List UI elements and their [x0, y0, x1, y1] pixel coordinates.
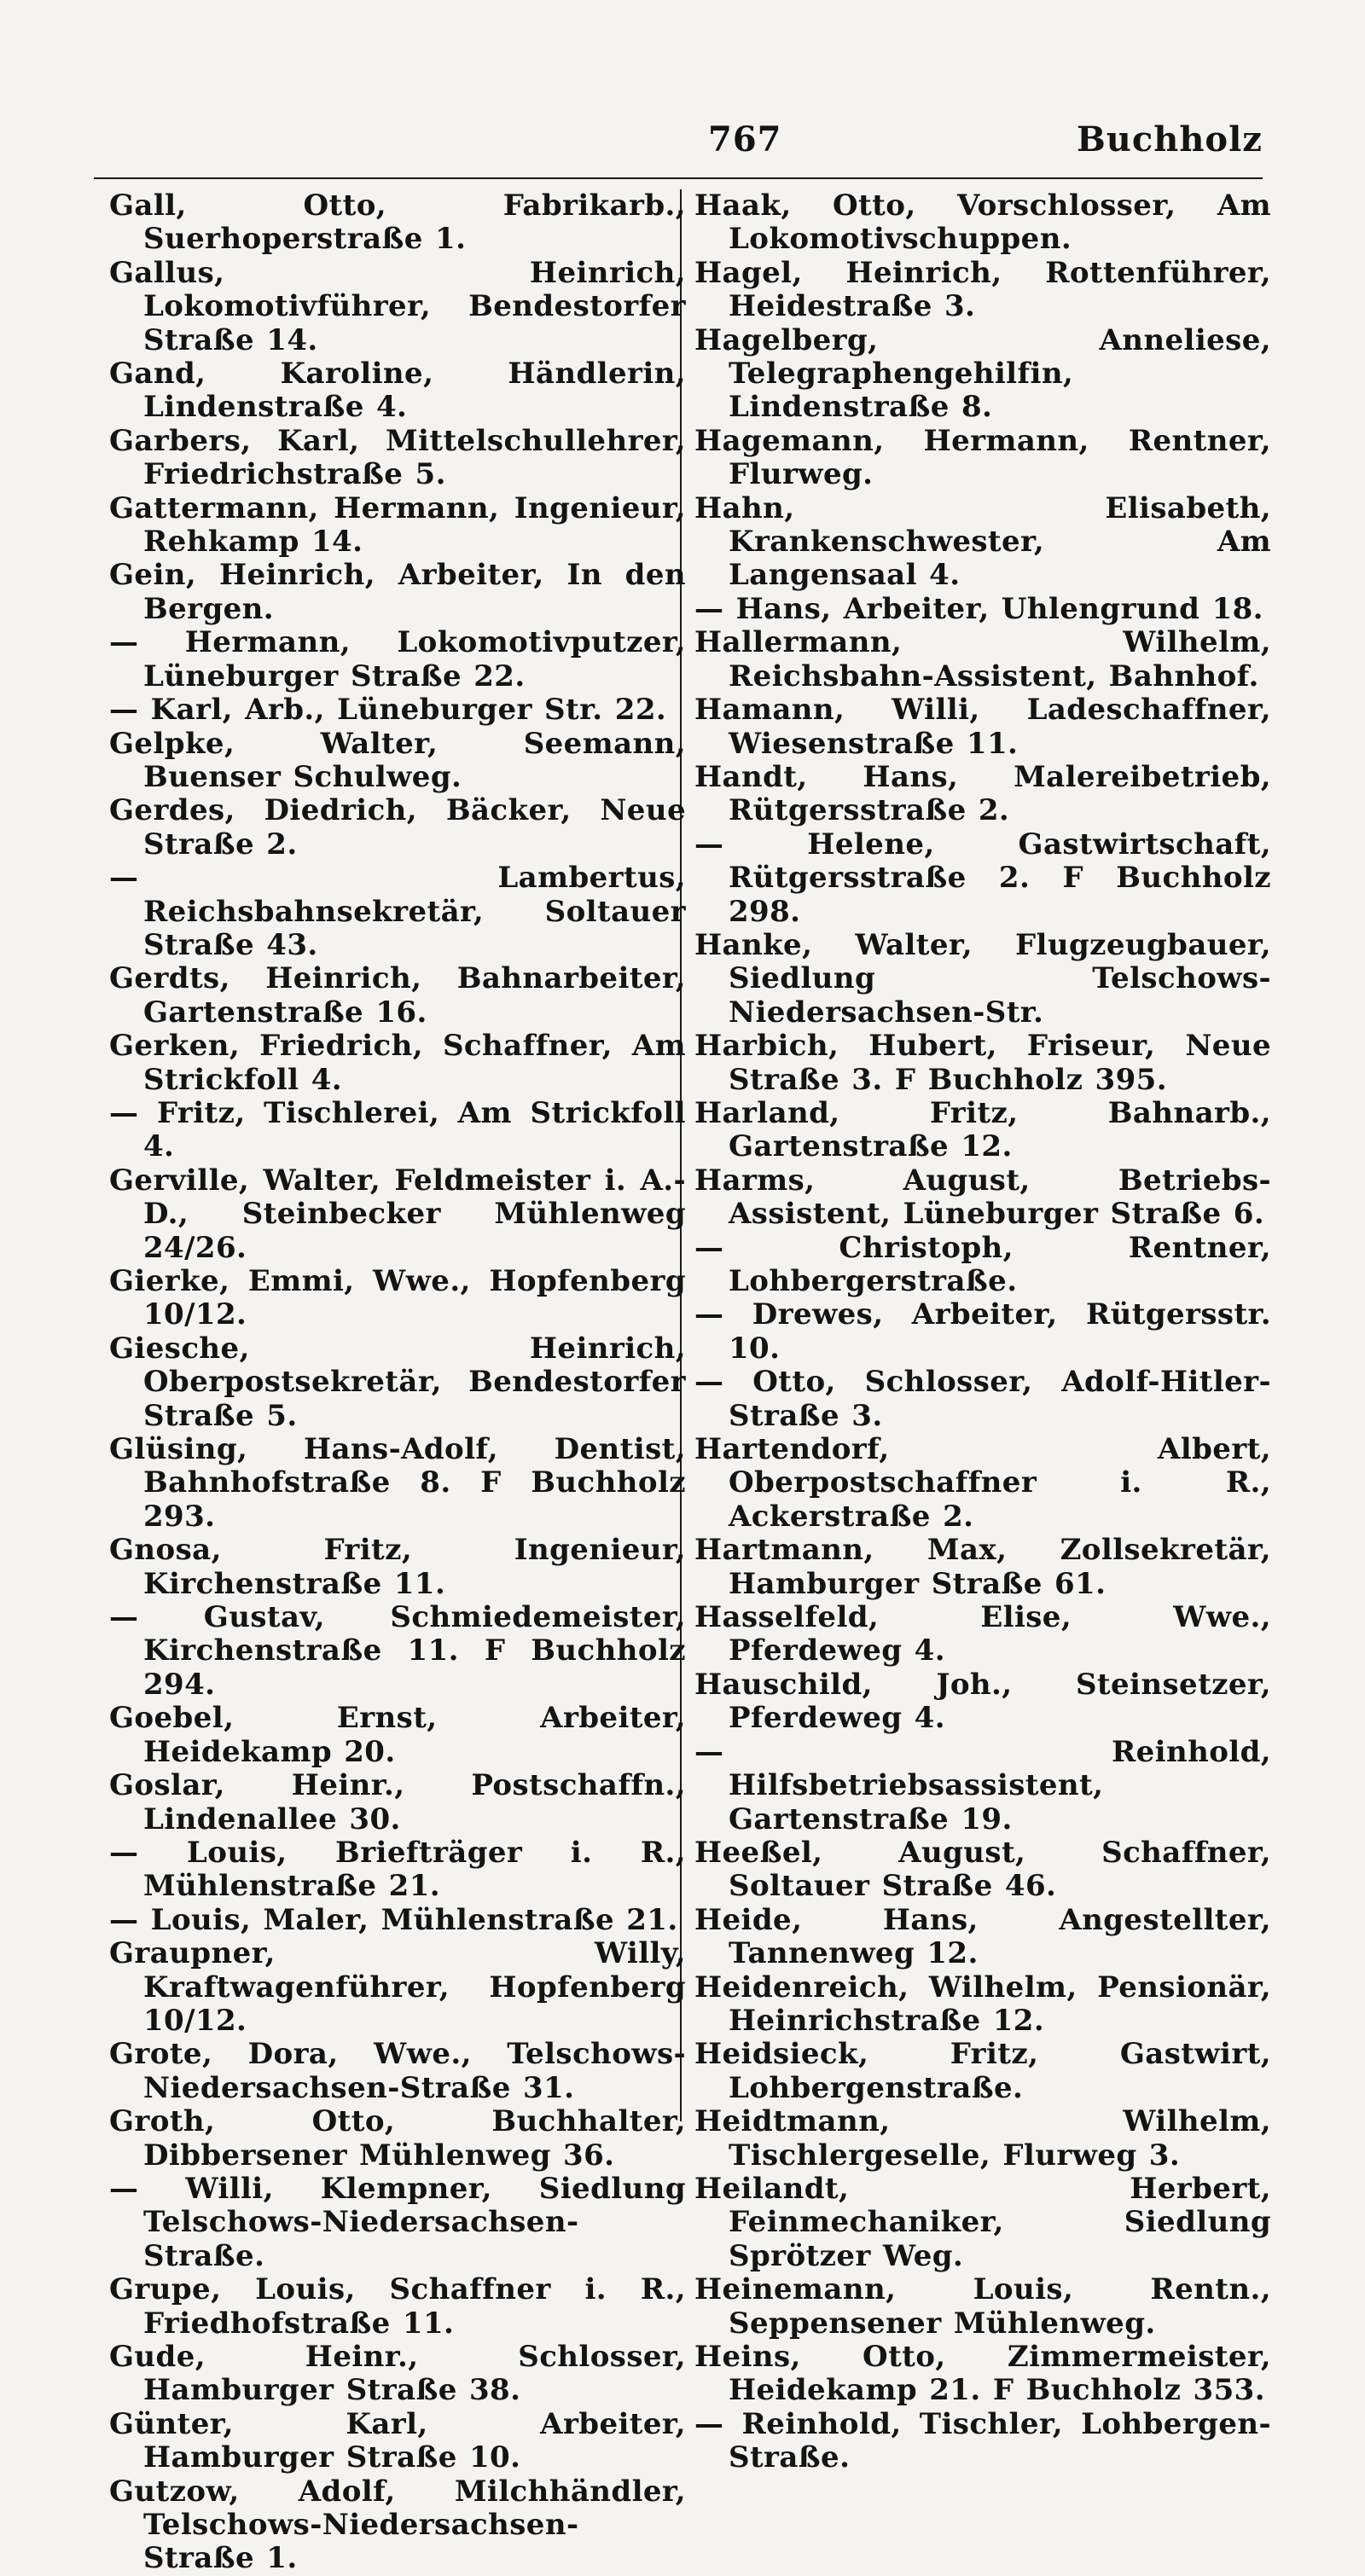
- directory-entry: Hahn, Elisabeth, Krankenschwester, Am Langensaal 4.: [694, 490, 1271, 593]
- directory-entry: — Helene, Gastwirtschaft, Rütgersstraße 2. F Buchholz 298.: [694, 827, 1271, 929]
- directory-entry: Garbers, Karl, Mittelschullehrer, Friedrichstraße 5.: [109, 423, 686, 492]
- right-column: [694, 189, 1271, 2475]
- page-header: [94, 119, 1263, 167]
- directory-entry: Heidsieck, Fritz, Gastwirt, Lohbergenstraße.: [694, 2037, 1271, 2105]
- directory-entry: Gerken, Friedrich, Schaffner, Am Strickfoll 4.: [109, 1029, 686, 1097]
- directory-entry: Hasselfeld, Elise, Wwe., Pferdeweg 4.: [694, 1600, 1271, 1668]
- left-column: [109, 189, 686, 2576]
- directory-entry: Hagel, Heinrich, Rottenführer, Heidestraße 3.: [694, 255, 1271, 324]
- directory-entry: Giesche, Heinrich, Oberpostsekretär, Bendestorfer Straße 5.: [109, 1331, 686, 1433]
- directory-entry: Heinemann, Louis, Rentn., Seppensener Mühlenweg.: [694, 2272, 1271, 2341]
- directory-entry: Glüsing, Hans-Adolf, Dentist, Bahnhofstraße 8. F Buchholz 293.: [109, 1432, 686, 1534]
- directory-entry: — Willi, Klempner, Siedlung Telschows-Niedersachsen-Straße.: [109, 2171, 686, 2273]
- directory-entry: Hagelberg, Anneliese, Telegraphengehilfin, Lindenstraße 8.: [694, 322, 1271, 425]
- directory-entry: Gude, Heinr., Schlosser, Hamburger Straße 38.: [109, 2340, 686, 2408]
- directory-entry: — Otto, Schlosser, Adolf-Hitler-Straße 3.: [694, 1365, 1271, 1433]
- directory-entry: Heidtmann, Wilhelm, Tischlergeselle, Flurweg 3.: [694, 2104, 1271, 2173]
- directory-entry: — Lambertus, Reichsbahnsekretär, Soltauer Straße 43.: [109, 861, 686, 962]
- directory-entry: Handt, Hans, Malereibetrieb, Rütgersstraße 2.: [694, 759, 1271, 828]
- directory-entry: Hagemann, Hermann, Rentner, Flurweg.: [694, 423, 1271, 492]
- running-head: Buchholz: [1077, 119, 1263, 160]
- directory-entry: Heeßel, August, Schaffner, Soltauer Straße 46.: [694, 1835, 1271, 1904]
- directory-entry: Goebel, Ernst, Arbeiter, Heidekamp 20.: [109, 1701, 686, 1769]
- directory-entry: Groth, Otto, Buchhalter, Dibbersener Mühlenweg 36.: [109, 2104, 686, 2173]
- directory-entry: Hamann, Willi, Ladeschaffner, Wiesenstraße 11.: [694, 693, 1271, 761]
- directory-entry: Gnosa, Fritz, Ingenieur, Kirchenstraße 11.: [109, 1533, 686, 1601]
- directory-entry: Harland, Fritz, Bahnarb., Gartenstraße 12.: [694, 1095, 1271, 1164]
- directory-entry: Hartmann, Max, Zollsekretär, Hamburger Straße 61.: [694, 1533, 1271, 1601]
- directory-entry: — Drewes, Arbeiter, Rütgersstr. 10.: [694, 1297, 1271, 1366]
- directory-entry: — Louis, Maler, Mühlenstraße 21.: [109, 1902, 678, 1937]
- directory-entry: Gerdes, Diedrich, Bäcker, Neue Straße 2.: [109, 793, 686, 862]
- directory-entry: Gerville, Walter, Feldmeister i. A.-D., Steinbecker Mühlenweg 24/26.: [109, 1163, 686, 1265]
- directory-entry: — Reinhold, Tischler, Lohbergen-Straße.: [694, 2406, 1271, 2475]
- directory-entry: — Hans, Arbeiter, Uhlengrund 18.: [694, 591, 1263, 626]
- directory-entry: Harms, August, Betriebs-Assistent, Lüneburger Straße 6.: [694, 1163, 1271, 1232]
- directory-entry: Gall, Otto, Fabrikarb., Suerhoperstraße 1.: [109, 189, 686, 257]
- page-number: 767: [708, 119, 782, 160]
- directory-entry: — Louis, Briefträger i. R., Mühlenstraße 21.: [109, 1835, 686, 1904]
- directory-entry: Hauschild, Joh., Steinsetzer, Pferdeweg 4.: [694, 1667, 1271, 1736]
- directory-entry: Heide, Hans, Angestellter, Tannenweg 12.: [694, 1902, 1271, 1971]
- directory-entry: Günter, Karl, Arbeiter, Hamburger Straße 10.: [109, 2406, 686, 2475]
- directory-entry: Hanke, Walter, Flugzeugbauer, Siedlung Telschows-Niedersachsen-Str.: [694, 927, 1271, 1030]
- directory-entry: Graupner, Willy, Kraftwagenführer, Hopfenberg 10/12.: [109, 1936, 686, 2038]
- directory-entry: Gattermann, Hermann, Ingenieur, Rehkamp 14.: [109, 490, 686, 560]
- directory-entry: Gutzow, Adolf, Milchhändler, Telschows-Niedersachsen-Straße 1.: [109, 2474, 686, 2576]
- directory-entry: — Reinhold, Hilfsbetriebsassistent, Gartenstraße 19.: [694, 1734, 1271, 1836]
- directory-entry: Gand, Karoline, Händlerin, Lindenstraße 4.: [109, 357, 686, 425]
- directory-entry: Gallus, Heinrich, Lokomotivführer, Bendestorfer Straße 14.: [109, 255, 686, 357]
- directory-entry: Grupe, Louis, Schaffner i. R., Friedhofstraße 11.: [109, 2272, 686, 2341]
- directory-entry: Harbich, Hubert, Friseur, Neue Straße 3. F Buchholz 395.: [694, 1029, 1271, 1097]
- directory-entry: — Christoph, Rentner, Lohbergerstraße.: [694, 1230, 1271, 1298]
- directory-entry: Grote, Dora, Wwe., Telschows-Niedersachsen-Straße 31.: [109, 2037, 686, 2105]
- directory-entry: Gelpke, Walter, Seemann, Buenser Schulweg.: [109, 726, 686, 794]
- directory-entry: Haak, Otto, Vorschlosser, Am Lokomotivschuppen.: [694, 189, 1271, 257]
- directory-entry: — Fritz, Tischlerei, Am Strickfoll 4.: [109, 1095, 686, 1164]
- directory-entry: Goslar, Heinr., Postschaffn., Lindenallee 30.: [109, 1768, 686, 1836]
- directory-entry: Heins, Otto, Zimmermeister, Heidekamp 21. F Buchholz 353.: [694, 2340, 1271, 2408]
- directory-entry: Gerdts, Heinrich, Bahnarbeiter, Gartenstraße 16.: [109, 961, 686, 1030]
- directory-entry: Heidenreich, Wilhelm, Pensionär, Heinrichstraße 12.: [694, 1970, 1271, 2038]
- directory-entry: Hallermann, Wilhelm, Reichsbahn-Assistent, Bahnhof.: [694, 625, 1271, 693]
- directory-entry: Hartendorf, Albert, Oberpostschaffner i. R., Ackerstraße 2.: [694, 1432, 1271, 1534]
- directory-entry: — Gustav, Schmiedemeister, Kirchenstraße 11. F Buchholz 294.: [109, 1600, 686, 1702]
- directory-entry: Gein, Heinrich, Arbeiter, In den Bergen.: [109, 558, 686, 626]
- directory-entry: Heilandt, Herbert, Feinmechaniker, Siedlung Sprötzer Weg.: [694, 2171, 1271, 2273]
- directory-entry: Gierke, Emmi, Wwe., Hopfenberg 10/12.: [109, 1264, 686, 1332]
- directory-entry: — Hermann, Lokomotivputzer, Lüneburger Straße 22.: [109, 625, 686, 693]
- directory-entry: — Karl, Arb., Lüneburger Str. 22.: [109, 693, 667, 728]
- header-rule: [94, 177, 1263, 179]
